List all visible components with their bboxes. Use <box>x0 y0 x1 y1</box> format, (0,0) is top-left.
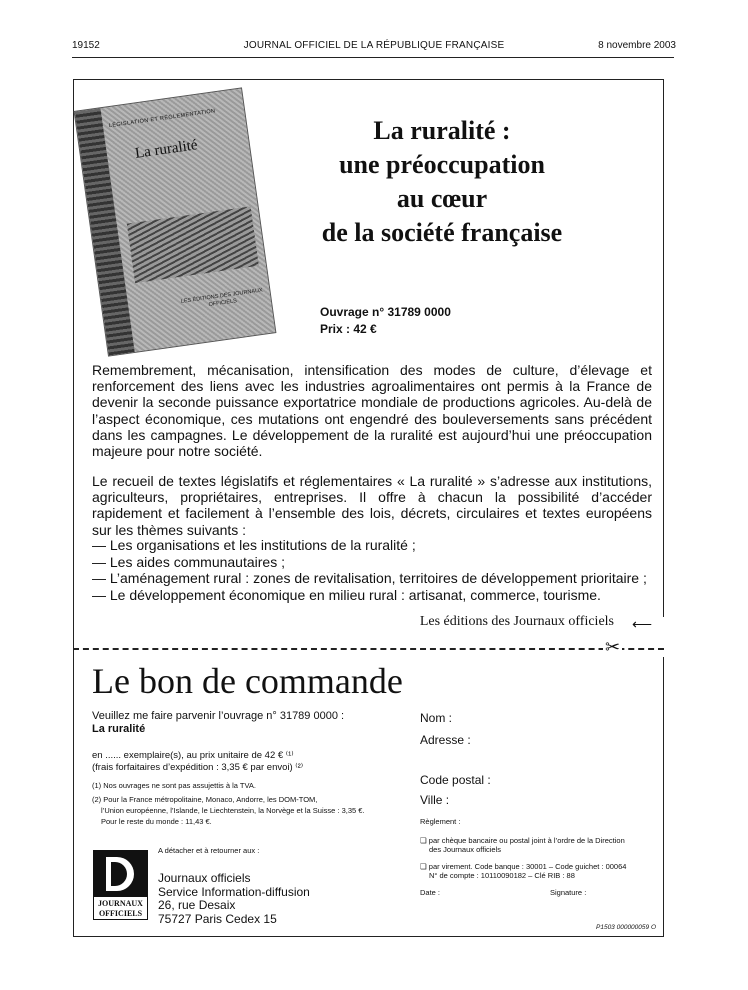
cut-line <box>73 648 664 650</box>
theme-item: — Les aides communautaires ; <box>92 554 652 571</box>
logo-text: JOURNAUX OFFICIELS <box>98 899 143 918</box>
headline-line: une préoccupation <box>339 150 545 179</box>
theme-item: — L’aménagement rural : zones de revitalisation, territoires de développement prioritaire ; <box>92 570 652 587</box>
themes-list <box>92 537 652 603</box>
mailing-address <box>158 872 310 926</box>
order-form-title: Le bon de commande <box>92 661 403 701</box>
page-number: 19152 <box>72 40 100 51</box>
payment-transfer-line1: ❏ par virement. Code banque : 30001 – Code guichet : 00064 <box>420 862 627 871</box>
cover-title: La ruralité <box>134 137 199 162</box>
payment-cheque-option[interactable] <box>420 836 625 854</box>
scissors-icon: ✂ <box>605 637 621 657</box>
ville-label: Ville : <box>420 793 450 807</box>
order-intro <box>92 710 412 736</box>
intro-paragraph: Remembrement, mécanisation, intensification des modes de culture, d’élevage et renforcement des liens avec les industries agroalimentaires ont permis à la France de devenir la seconde puissance exportatrice mondiale de productions agricoles. Au-delà de l’aspect économique, ces mutations ont engendré des bouleversements sans précédent dans les campagnes. Le développement de la ruralité est aujourd’hui une préoccupation majeure pour notre société. <box>92 362 652 460</box>
product-price: Prix : 42 € <box>320 322 377 336</box>
address-line: 26, rue Desaix <box>158 898 236 912</box>
shipping-line: (frais forfaitaires d’expédition : 3,35 € par envoi) ⁽²⁾ <box>92 762 304 773</box>
product-reference: Ouvrage n° 31789 0000 <box>320 305 451 319</box>
quantity-line: en ...... exemplaire(s), au prix unitaire de 42 € ⁽¹⁾ <box>92 750 294 761</box>
quantity-block <box>92 750 412 774</box>
theme-item: — Les organisations et les institutions de la ruralité ; <box>92 537 652 554</box>
address-line: Service Information-diffusion <box>158 884 310 899</box>
detach-instruction: A détacher et à retourner aux : <box>158 846 260 855</box>
issue-date: 8 novembre 2003 <box>598 40 676 51</box>
headline-line: au cœur <box>396 184 488 213</box>
product-info <box>320 304 451 338</box>
order-intro-text: Veuillez me faire parvenir l’ouvrage n° 31789 0000 : <box>92 710 345 722</box>
footnotes <box>92 780 412 827</box>
date-label: Date : <box>420 888 441 897</box>
journaux-officiels-logo <box>93 850 148 920</box>
payment-cheque-line2: des Journaux officiels <box>429 845 501 854</box>
footnote-2-world: Pour le reste du monde : 11,43 €. <box>101 817 212 826</box>
footnote-2: (2) Pour la France métropolitaine, Monaco, Andorre, les DOM-TOM, <box>92 795 318 804</box>
arrow-left-icon: ⟵ <box>632 616 653 632</box>
theme-item: — Le développement économique en milieu rural : artisanat, commerce, tourisme. <box>92 587 652 604</box>
address-line: 75727 Paris Cedex 15 <box>158 911 277 926</box>
headline-line: La ruralité : <box>373 116 511 145</box>
headline <box>292 114 592 250</box>
header-rule <box>72 57 674 58</box>
payment-label: Règlement : <box>420 817 461 826</box>
code-postal-label: Code postal : <box>420 773 491 787</box>
payment-transfer-option[interactable] <box>420 862 626 880</box>
footnote-1: (1) Nos ouvrages ne sont pas assujettis à la TVA. <box>92 781 256 790</box>
editions-signature: Les éditions des Journaux officiels <box>419 614 614 629</box>
order-book-title: La ruralité <box>92 723 146 735</box>
signature-label: Signature : <box>550 888 587 897</box>
description-paragraph: Le recueil de textes législatifs et réglementaires « La ruralité » s’adresse aux institutions, agriculteurs, propriétaires, entreprises. Il offre à chacun la possibilité d’accéder rapidement et facilement à l’ensemble des lois, décrets, circulaires et textes européens sur les thèmes suivants : <box>92 473 652 538</box>
payment-cheque-line1: ❏ par chèque bancaire ou postal joint à l’ordre de la Direction <box>420 836 625 845</box>
footnote-2-cont: l’Union européenne, l’Islande, le Liechtenstein, la Norvège et la Suisse : 3,35 €. <box>101 806 365 815</box>
journal-title: JOURNAL OFFICIEL DE LA RÉPUBLIQUE FRANÇAISE <box>243 40 505 51</box>
headline-line: de la société française <box>321 218 563 247</box>
nom-label: Nom : <box>420 711 453 725</box>
reference-code: P1503 000000059 O <box>596 924 656 931</box>
address-line: Journaux officiels <box>158 871 251 885</box>
book-cover-image <box>74 87 277 356</box>
logo-block <box>94 851 147 897</box>
cover-publisher: LES ÉDITIONS DES JOURNAUX OFFICIELS <box>180 287 264 309</box>
payment-transfer-line2: N° de compte : 10110090182 – Clé RIB : 88 <box>429 871 575 880</box>
cover-field-photo <box>127 206 259 283</box>
adresse-label: Adresse : <box>420 733 471 747</box>
cover-series: LÉGISLATION ET RÉGLEMENTATION <box>108 108 216 130</box>
